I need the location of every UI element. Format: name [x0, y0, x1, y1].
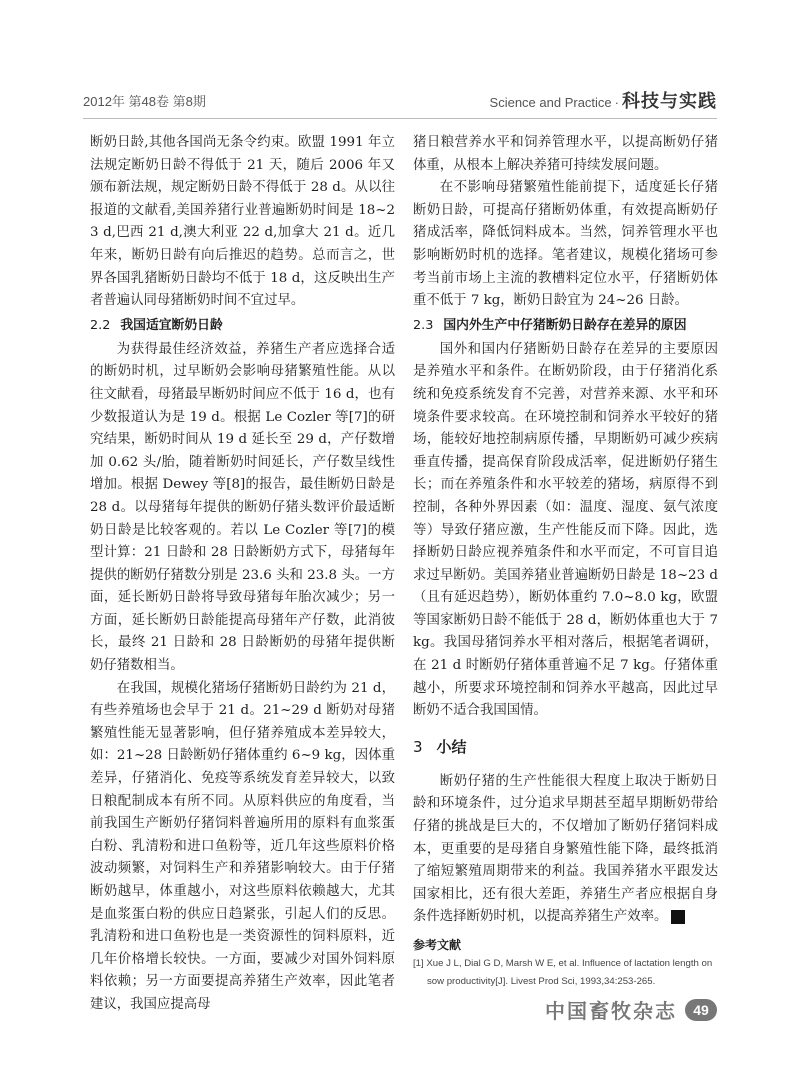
reference-item: [1] Xue J L, Dial G D, Marsh W E, et al. Influence of lactation length on sow productivity[J]. Livest Prod Sci, 1993,34:253-265. — [413, 958, 713, 987]
paragraph: 猪日粮营养水平和饲养管理水平，以提高断奶仔猪体重，从根本上解决养猪可持续发展问题。 — [413, 135, 718, 173]
section-heading-2-3 — [413, 315, 718, 337]
section-heading-3 — [413, 735, 718, 759]
page-footer — [545, 995, 717, 1024]
paragraph: 在我国，规模化猪场仔猪断奶日龄约为 21 d，有些养殖场也会早于 21 d。21~29 d 断奶对母猪繁殖性能无显著影响，但仔猪养殖成本差异较大，如：21~28 日龄断奶仔猪体重约 6~9 kg，因体重差异，仔猪消化、免疫等系统发育差异较大，以致日粮配制成本有所不同。从原料供应的角度看，当前我国生产断奶仔猪饲料普遍所用的原料有血浆蛋白粉、乳清粉和进口鱼粉等，近几年这些原料价格波动频繁，对饲料生产和养猪影响较大。由于仔猪断奶越早，体重越小，对这些原料依赖越大，尤其是血浆蛋白粉的供应日趋紧张，引起人们的反思。乳清粉和进口鱼粉也是一类资源性的饲料原料，近几年价格增长较快。一方面，要减少对国外饲料原料依赖；另一方面要提高养猪生产效率，因此笔者建议，我国应提高母 — [90, 680, 395, 1012]
section-number: 3 — [413, 737, 423, 756]
section-name-en: Science and Practice — [489, 95, 612, 110]
section-separator: · — [614, 95, 619, 110]
issue-info: 2012年 第48卷 第8期 — [83, 93, 206, 109]
paragraph: 为获得最佳经济效益，养猪生产者应选择合适的断奶时机，过早断奶会影响母猪繁殖性能。从以往文献看，母猪最早断奶时间应不低于 16 d，也有少数报道认为是 19 d。根据 Le Cozler 等[7]的研究结果，断奶时间从 19 d 延长至 29 d，产仔数增加 0.62 头/胎，随着断奶时间延长，产仔数呈线性增加。根据 Dewey 等[8]的报告，最佳断奶日龄是 28 d。以母猪每年提供的断奶仔猪头数评价最适断奶日龄是比较客观的。若以 Le Cozler 等[7]的模型计算：21 日龄和 28 日龄断奶方式下，母猪每年提供的断奶仔猪数分别是 23.6 头和 23.8 头。一方面，延长断奶日龄将导致母猪每年胎次减少；另一方面，延长断奶日龄能提高母猪年产仔数，此消彼长，最终 21 日龄和 28 日龄断奶的母猪年提供断奶仔猪数相当。 — [90, 341, 395, 674]
section-name-cn: 科技与实践 — [622, 91, 717, 111]
paragraph: 断奶日龄,其他各国尚无条令约束。欧盟 1991 年立法规定断奶日龄不得低于 21 天，随后 2006 年又颁布新法规，规定断奶日龄不得低于 28 d。从以往报道的文献看,美国养猪行业普遍断奶时间是 18~23 d,巴西 21 d,澳大利亚 22 d,加拿大 21 d。近几年来，断奶日龄有向后推迟的趋势。总而言之，世界各国乳猪断奶日龄均不低于 18 d，这反映出生产者普遍认同母猪断奶时间不宜过早。 — [90, 135, 395, 309]
right-column — [413, 132, 718, 991]
section-number: 2.3 — [413, 317, 434, 333]
section-title: 国内外生产中仔猪断奶日龄存在差异的原因 — [443, 317, 687, 333]
left-column — [90, 132, 395, 1017]
paragraph-text: 断奶仔猪的生产性能很大程度上取决于断奶日龄和环境条件，过分追求早期甚至超早期断奶带给仔猪的挑战是巨大的，不仅增加了断奶仔猪饲料成本，更重要的是母猪自身繁殖性能下降，最终抵消了缩短繁殖周期带来的利益。我国养猪水平跟发达国家相比，还有很大差距，养猪生产者应根据自身条件选择断奶时机，以提高养猪生产效率。 — [413, 773, 718, 925]
page-header — [83, 88, 717, 112]
journal-name: 中国畜牧杂志 — [545, 999, 677, 1023]
section-title: 小结 — [436, 737, 467, 756]
section-heading-2-2 — [90, 315, 395, 337]
end-mark-icon: A — [671, 910, 685, 924]
header-rule — [83, 118, 717, 119]
section-title: 我国适宜断奶日龄 — [120, 317, 223, 333]
paragraph: 在不影响母猪繁殖性能前提下，适度延长仔猪断奶日龄，可提高仔猪断奶体重，有效提高断奶仔猪成活率，降低饲料成本。当然，饲养管理水平也影响断奶时机的选择。笔者建议，规模化猪场可参考当前市场上主流的教槽料定位水平，仔猪断奶体重不低于 7 kg，断奶日龄宜为 24~26 日龄。 — [413, 180, 718, 309]
page-number: 49 — [685, 999, 717, 1021]
section-name — [490, 87, 717, 113]
references-heading: 参考文献 — [413, 938, 462, 952]
paragraph — [413, 771, 718, 929]
paragraph: 国外和国内仔猪断奶日龄存在差异的主要原因是养殖水平和条件。在断奶阶段，由于仔猪消化系统和免疫系统发育不完善，对营养来源、水平和环境条件要求较高。在环境控制和饲养水平较好的猪场，能较好地控制病原传播，早期断奶可减少疾病垂直传播，提高保育阶段成活率，促进断奶仔猪生长；而在养殖条件和水平较差的猪场，病原得不到控制，各种外界因素（如：温度、湿度、氨气浓度等）导致仔猪应激，生产性能反而下降。因此，选择断奶日龄应视养殖条件和水平而定，不可盲目追求过早断奶。美国养猪业普遍断奶日龄是 18~23 d（且有延迟趋势），断奶体重约 7.0~8.0 kg，欧盟等国家断奶日龄不能低于 28 d，断奶体重也大于 7 kg。我国母猪饲养水平相对落后，根据笔者调研，在 21 d 时断奶仔猪体重普遍不足 7 kg。仔猪体重越小，所要求环境控制和饲养水平越高，因此过早断奶不适合我国国情。 — [413, 341, 718, 719]
section-number: 2.2 — [90, 317, 111, 333]
